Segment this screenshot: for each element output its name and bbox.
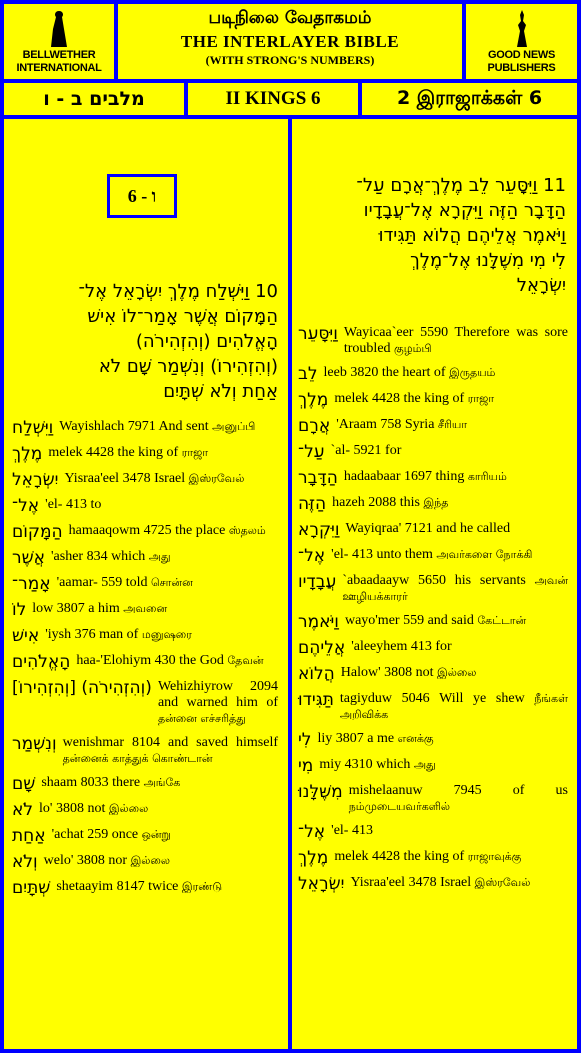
entry-gloss bbox=[44, 853, 278, 869]
transliteration-gloss: wayo'mer 559 and said bbox=[344, 613, 474, 628]
entry-gloss bbox=[45, 497, 278, 513]
tamil-gloss: காரியம் bbox=[467, 470, 507, 483]
entry-gloss bbox=[334, 391, 568, 407]
verse-line: הַמָּקוֹם אֲשֶׁר אָמַר־לוֹ אִישׁ bbox=[87, 306, 278, 327]
transliteration-gloss: shetaayim 8147 twice bbox=[56, 879, 179, 894]
interlinear-entry bbox=[298, 665, 568, 683]
transliteration-gloss: 'el- 413 to bbox=[45, 497, 102, 512]
transliteration-gloss: 'Araam 758 Syria bbox=[336, 417, 435, 432]
tamil-gloss: எனக்கு bbox=[397, 732, 434, 745]
entry-gloss bbox=[345, 521, 568, 537]
tamil-gloss: சொன்ன bbox=[151, 576, 193, 589]
tamil-gloss: நீங்கள் அறிவிக்க bbox=[339, 692, 568, 721]
transliteration-gloss: melek 4428 the king of bbox=[48, 445, 179, 460]
interlinear-entry bbox=[298, 365, 568, 383]
hebrew-word: הַמָּקוֹם bbox=[12, 522, 63, 542]
tamil-gloss: ராஜா bbox=[467, 392, 495, 405]
tamil-gloss: ராஜாவுக்கு bbox=[467, 850, 522, 863]
verse-line: אַחַת וְלֹא שְׁתָּיִם bbox=[163, 381, 278, 402]
hebrew-word: וְלֹא bbox=[12, 852, 38, 872]
verse-line: הַדָּבָר הַזֶּה וַיִּקְרָא אֶל־עֲבָדָיו bbox=[363, 200, 566, 221]
left-interlinear-list bbox=[12, 419, 278, 905]
entry-gloss bbox=[317, 731, 568, 747]
entry-gloss bbox=[57, 575, 278, 591]
tamil-gloss: அது bbox=[148, 550, 171, 563]
transliteration-gloss: hamaaqowm 4725 the place bbox=[68, 523, 226, 538]
hebrew-word: אֶל־ bbox=[12, 496, 40, 516]
transliteration-gloss: melek 4428 the king of bbox=[334, 849, 465, 864]
verse-line: הָאֱלֹהִים (וְהִזְהִירֹה) bbox=[135, 331, 278, 352]
entry-gloss bbox=[52, 827, 278, 843]
hebrew-word: יִשְׂרָאֵל bbox=[12, 470, 59, 490]
verse-line: לִי מִי מִשֶּׁלָּנוּ אֶל־מֶלֶךְ bbox=[410, 250, 566, 271]
right-logo-line2: PUBLISHERS bbox=[487, 61, 556, 74]
right-column bbox=[292, 119, 577, 1049]
transliteration-gloss: 'el- 413 bbox=[331, 823, 373, 838]
transliteration-gloss: melek 4428 the king of bbox=[334, 391, 465, 406]
interlinear-entry bbox=[12, 679, 278, 727]
hebrew-word: שָׁם bbox=[12, 774, 36, 794]
tamil-gloss: குழம்பி bbox=[394, 342, 432, 355]
title-block bbox=[118, 4, 462, 79]
transliteration-gloss: haa-'Elohiym 430 the God bbox=[76, 653, 224, 668]
transliteration-gloss: Yisraa'eel 3478 Israel bbox=[350, 875, 472, 890]
transliteration-gloss: miy 4310 which bbox=[319, 757, 411, 772]
transliteration-gloss: 'aleeyhem 413 for bbox=[351, 639, 452, 654]
title-tamil: படிநிலை வேதாகமம் bbox=[208, 8, 372, 28]
transliteration-gloss: leeb 3820 the heart of bbox=[323, 365, 446, 380]
tamil-gloss: அவர்களை நோக்கி bbox=[436, 548, 533, 561]
verse-line: וַיֹּאמֶר אֲלֵיהֶם הֲלוֹא תַּגִּידוּ bbox=[378, 225, 566, 246]
transliteration-gloss: liy 3807 a me bbox=[317, 731, 395, 746]
entry-gloss bbox=[345, 613, 568, 629]
interlinear-entry bbox=[298, 325, 568, 357]
transliteration-gloss: welo' 3808 nor bbox=[43, 853, 128, 868]
interlinear-entry bbox=[298, 875, 568, 893]
entry-gloss bbox=[41, 775, 278, 791]
bellwether-logo bbox=[4, 4, 114, 79]
hebrew-word: הָאֱלֹהִים bbox=[12, 652, 71, 672]
entry-gloss bbox=[76, 653, 278, 669]
tamil-gloss: இந்த bbox=[423, 496, 449, 509]
entry-gloss bbox=[342, 573, 568, 605]
transliteration-gloss: tagiyduw 5046 Will ye shew bbox=[339, 691, 525, 706]
chapter-verse-box bbox=[107, 174, 177, 218]
interlinear-entry bbox=[12, 471, 278, 489]
interlinear-entry bbox=[12, 653, 278, 671]
interlinear-entry bbox=[298, 783, 568, 815]
tamil-gloss: அவனை bbox=[123, 602, 168, 615]
transliteration-gloss: 'el- 413 unto them bbox=[331, 547, 433, 562]
entry-gloss bbox=[324, 365, 569, 381]
tamil-gloss: அவன் ஊழியக்காரர் bbox=[342, 574, 569, 603]
hebrew-word: שְׁתָּיִם bbox=[12, 878, 51, 898]
chapter-verse-label: ו - 6 bbox=[127, 185, 157, 206]
verse-10-hebrew bbox=[12, 279, 278, 404]
interlinear-entry bbox=[12, 601, 278, 619]
interlinear-entry bbox=[298, 391, 568, 409]
left-column bbox=[4, 119, 288, 1049]
transliteration-gloss: Yisraa'eel 3478 Israel bbox=[64, 471, 186, 486]
entry-gloss bbox=[45, 627, 278, 643]
tamil-gloss: இஸ்ரவேல் bbox=[188, 472, 245, 485]
tamil-ref-cell bbox=[362, 83, 577, 115]
interlinear-entry bbox=[12, 827, 278, 845]
interlinear-entry bbox=[12, 523, 278, 541]
tamil-gloss: இல்லை bbox=[437, 666, 477, 679]
good-news-logo bbox=[466, 4, 577, 79]
transliteration-gloss: shaam 8033 there bbox=[41, 775, 141, 790]
entry-gloss bbox=[334, 849, 568, 865]
entry-gloss bbox=[39, 801, 278, 817]
interlinear-entry bbox=[298, 613, 568, 631]
interlinear-entry bbox=[298, 469, 568, 487]
entry-gloss bbox=[344, 325, 568, 357]
verse-line: 11 וַיִּסָּעֵר לֵב מֶלֶךְ־אֲרָם עַל־ bbox=[356, 175, 566, 196]
hebrew-word: וַיִּסָּעֵר bbox=[298, 324, 338, 344]
transliteration-gloss: lo' 3808 not bbox=[39, 801, 106, 816]
interlinear-entry bbox=[12, 497, 278, 515]
transliteration-gloss: 'aamar- 559 told bbox=[56, 575, 148, 590]
verse-11-hebrew bbox=[300, 173, 566, 298]
transliteration-gloss: wenishmar 8104 and saved himself bbox=[62, 735, 278, 750]
entry-gloss bbox=[63, 735, 278, 767]
tamil-gloss: தேவன் bbox=[227, 654, 264, 667]
entry-gloss bbox=[350, 875, 568, 891]
transliteration-gloss: 'iysh 376 man of bbox=[45, 627, 139, 642]
tamil-gloss: தன்னை எச்சரித்து bbox=[157, 712, 246, 725]
transliteration-gloss: Wayicaa`eer 5590 Therefore was sore troubled bbox=[343, 325, 568, 356]
tamil-gloss: தன்னைக் காத்துக் கொண்டான் bbox=[62, 752, 213, 765]
interlinear-entry bbox=[12, 575, 278, 593]
transliteration-gloss: Halow' 3808 not bbox=[340, 665, 434, 680]
hebrew-word: אַחַת bbox=[12, 826, 46, 846]
hebrew-word: לֹא bbox=[12, 800, 34, 820]
interlinear-entry bbox=[12, 801, 278, 819]
tamil-gloss: இஸ்ரவேல் bbox=[474, 876, 531, 889]
hebrew-word: עַל־ bbox=[298, 442, 325, 462]
right-logo-line1: GOOD NEWS bbox=[488, 48, 555, 61]
tamil-gloss: இரண்டு bbox=[181, 880, 223, 893]
interlinear-entry bbox=[12, 549, 278, 567]
interlinear-entry bbox=[298, 639, 568, 657]
tamil-gloss: ராஜா bbox=[181, 446, 209, 459]
hebrew-word: הֲלוֹא bbox=[298, 664, 335, 684]
hebrew-word: מִשֶּׁלָּנוּ bbox=[298, 782, 343, 802]
hebrew-word: וְנִשְׁמַר bbox=[12, 734, 57, 754]
page-title: THE INTERLAYER BIBLE bbox=[180, 32, 400, 51]
transliteration-gloss: Wayishlach 7971 And sent bbox=[59, 419, 209, 434]
tamil-gloss: இல்லை bbox=[108, 802, 149, 815]
transliteration-gloss: `abaadaayw 5650 his servants bbox=[342, 573, 526, 588]
interlinear-entry bbox=[298, 691, 568, 723]
tamil-gloss: சீரியா bbox=[437, 418, 468, 431]
transliteration-gloss: 'achat 259 once bbox=[51, 827, 139, 842]
statue-icon bbox=[510, 9, 534, 49]
hebrew-word: אֶל־ bbox=[298, 822, 326, 842]
hebrew-word: אִישׁ bbox=[12, 626, 40, 646]
hebrew-word: עֲבָדָיו bbox=[298, 572, 337, 592]
hebrew-word: אֲשֶׁר bbox=[12, 548, 46, 568]
tamil-gloss: ஸ்தலம் bbox=[228, 524, 266, 537]
tamil-gloss: இருதயம் bbox=[449, 366, 496, 379]
interlinear-entry bbox=[12, 627, 278, 645]
entry-gloss bbox=[158, 679, 278, 727]
transliteration-gloss: `al- 5921 for bbox=[330, 443, 402, 458]
transliteration-gloss: low 3807 a him bbox=[32, 601, 120, 616]
tamil-gloss: மனுஷரை bbox=[141, 628, 192, 641]
hebrew-word: וַיִּקְרָא bbox=[298, 520, 340, 540]
entry-gloss bbox=[336, 417, 568, 433]
hebrew-word: מִי bbox=[298, 756, 314, 776]
shepherd-icon bbox=[47, 9, 71, 49]
english-ref: II KINGS 6 bbox=[225, 88, 321, 109]
transliteration-gloss: mishelaanuw 7945 of us bbox=[348, 783, 568, 798]
interlinear-entry bbox=[298, 547, 568, 565]
hebrew-word: אֲלֵיהֶם bbox=[298, 638, 346, 658]
left-logo-line2: INTERNATIONAL bbox=[16, 61, 102, 74]
hebrew-word: אֲרָם bbox=[298, 416, 331, 436]
hebrew-word: מֶלֶךְ bbox=[12, 444, 43, 464]
interlinear-entry bbox=[12, 419, 278, 437]
entry-gloss bbox=[51, 549, 278, 565]
hebrew-word: מֶלֶךְ bbox=[298, 390, 329, 410]
english-ref-cell bbox=[188, 83, 358, 115]
transliteration-gloss: hadaabaar 1697 thing bbox=[343, 469, 465, 484]
tamil-gloss: அனுப்பி bbox=[212, 420, 256, 433]
hebrew-word: אֶל־ bbox=[298, 546, 326, 566]
verse-line: (וְהִזְהִירוֹ) וְנִשְׁמַר שָׁם לֹא bbox=[98, 356, 278, 377]
transliteration-gloss: Wehizhiyrow 2094 and warned him of bbox=[157, 679, 278, 710]
entry-gloss bbox=[331, 547, 568, 563]
interlinear-entry bbox=[298, 443, 568, 461]
tamil-gloss: அங்கே bbox=[143, 776, 181, 789]
entry-gloss bbox=[332, 495, 568, 511]
entry-gloss bbox=[349, 783, 568, 815]
verse-line: יִשְׂרָאֵל bbox=[516, 275, 566, 296]
entry-gloss bbox=[69, 523, 278, 539]
tamil-gloss: கேட்டான் bbox=[477, 614, 527, 627]
interlinear-entry bbox=[298, 573, 568, 605]
entry-gloss bbox=[344, 469, 568, 485]
left-logo-line1: BELLWETHER bbox=[22, 48, 96, 61]
interlinear-entry bbox=[298, 521, 568, 539]
hebrew-word: לִי bbox=[298, 730, 312, 750]
hebrew-word: תַּגִּידוּ bbox=[298, 690, 334, 710]
hebrew-ref-cell bbox=[4, 83, 184, 115]
verse-line: 10 וַיִּשְׁלַח מֶלֶךְ יִשְׂרָאֵל אֶל־ bbox=[78, 281, 278, 302]
transliteration-gloss: 'asher 834 which bbox=[51, 549, 146, 564]
right-interlinear-list bbox=[298, 325, 568, 901]
interlinear-entry bbox=[12, 879, 278, 897]
entry-gloss bbox=[341, 665, 568, 681]
entry-gloss bbox=[56, 879, 278, 895]
entry-gloss bbox=[340, 691, 568, 723]
tamil-gloss: அது bbox=[413, 758, 436, 771]
page-subtitle: (WITH STRONG'S NUMBERS) bbox=[205, 53, 375, 67]
interlinear-entry bbox=[298, 757, 568, 775]
hebrew-word: לֵב bbox=[298, 364, 318, 384]
tamil-gloss: ஒன்று bbox=[141, 828, 171, 841]
hebrew-ref: מלבים ב - ו bbox=[43, 88, 145, 110]
hebrew-word: לוֹ bbox=[12, 600, 27, 620]
transliteration-gloss: Wayiqraa' 7121 and he called bbox=[345, 521, 511, 536]
hebrew-word: מֶלֶךְ bbox=[298, 848, 329, 868]
interlinear-entry bbox=[12, 853, 278, 871]
entry-gloss bbox=[331, 443, 568, 459]
tamil-ref: 2 இராஜாக்கள் 6 bbox=[396, 86, 543, 109]
entry-gloss bbox=[48, 445, 278, 461]
hebrew-word: הַזֶּה bbox=[298, 494, 327, 514]
interlinear-entry bbox=[298, 495, 568, 513]
entry-gloss bbox=[59, 419, 278, 435]
transliteration-gloss: hazeh 2088 this bbox=[332, 495, 420, 510]
hebrew-word: הַדָּבָר bbox=[298, 468, 338, 488]
entry-gloss bbox=[319, 757, 568, 773]
hebrew-word: וַיֹּאמֶר bbox=[298, 612, 339, 632]
interlinear-entry bbox=[298, 417, 568, 435]
hebrew-word: (וְהִזְהִירֹה) [וְהִזְהִירוֹ] bbox=[12, 678, 152, 698]
entry-gloss bbox=[331, 823, 568, 839]
interlinear-entry bbox=[298, 849, 568, 867]
interlinear-entry bbox=[12, 735, 278, 767]
tamil-gloss: இல்லை bbox=[130, 854, 170, 867]
entry-gloss bbox=[351, 639, 568, 655]
tamil-gloss: நம்முடையவர்களில் bbox=[348, 800, 451, 813]
entry-gloss bbox=[32, 601, 278, 617]
interlinear-entry bbox=[298, 823, 568, 841]
hebrew-word: וַיִּשְׁלַח bbox=[12, 418, 54, 438]
hebrew-word: יִשְׂרָאֵל bbox=[298, 874, 345, 894]
interlinear-entry bbox=[12, 445, 278, 463]
hebrew-word: אָמַר־ bbox=[12, 574, 51, 594]
entry-gloss bbox=[64, 471, 278, 487]
interlinear-entry bbox=[12, 775, 278, 793]
interlinear-entry bbox=[298, 731, 568, 749]
